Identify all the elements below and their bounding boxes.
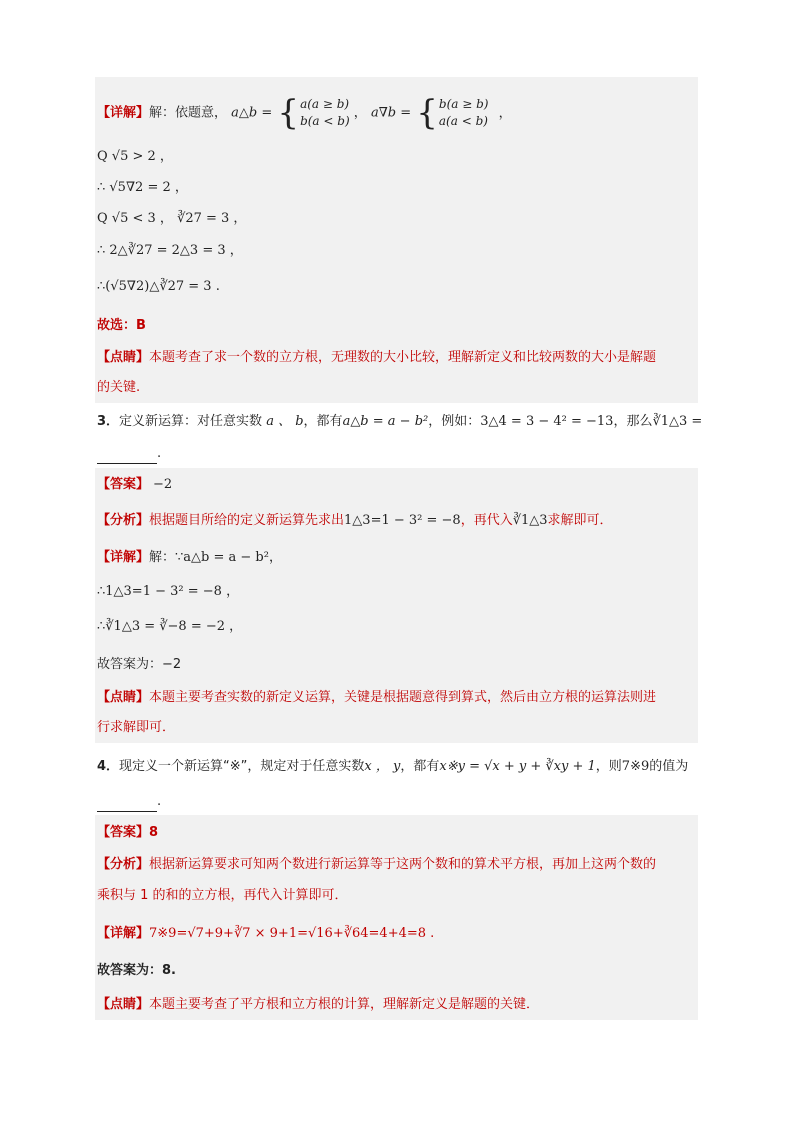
- q2-detail-line: [97, 93, 512, 133]
- answer-tag: 【答案】: [97, 825, 150, 840]
- q4-vars: x ， y: [364, 759, 401, 774]
- detail-tag: 【详解】: [97, 550, 150, 565]
- q3-definition: a△b = a − b²: [342, 414, 429, 429]
- q4-number: 4．: [97, 759, 120, 774]
- q4-text-d: 的值为: [649, 759, 689, 774]
- q4-answer-line: [97, 823, 158, 843]
- q3-answer: −2: [153, 477, 173, 492]
- q3-comment-line1: [97, 688, 656, 708]
- q4-answer: 8: [149, 825, 159, 840]
- q4-question-line: [97, 757, 688, 777]
- q3-text-b: ，都有: [303, 414, 343, 429]
- q4-detail-calc: 7※9=√7+9+∛7 × 9+1=√16+∛64=4+4=8 .: [149, 926, 435, 941]
- q3-example: 3△4 = 3 − 4² = −13: [480, 414, 614, 429]
- q3-vars: a 、 b: [266, 414, 304, 429]
- def-triangle-lhs: a△b =: [231, 105, 273, 121]
- analysis-tag: 【分析】: [97, 513, 150, 528]
- def-triangle-case1: a(a ≥ b): [300, 97, 350, 111]
- analysis-text-b: ，再代入: [460, 513, 513, 528]
- comma: ，: [353, 105, 367, 121]
- q3-ask: ∛1△3 =: [652, 414, 703, 429]
- q2-comment-line1: [97, 348, 656, 368]
- def-nabla-cases: { b(a ≥ b) a(a < b): [416, 93, 489, 133]
- comma: ，: [498, 105, 512, 121]
- q2-step-4: ∴ 2△∛27 = 2△3 = 3 ，: [97, 243, 243, 258]
- q2-choice: 故选：B: [97, 318, 146, 333]
- q3-detail-step2: ∴∛1△3 = ∛−8 = −2 ，: [97, 619, 243, 634]
- q3-number: 3．: [97, 414, 120, 429]
- comment-tag: 【点睛】: [97, 997, 150, 1012]
- q3-final-answer: 故答案为：−2: [97, 657, 182, 672]
- q3-text-d: ，那么: [613, 414, 653, 429]
- def-triangle-case2: b(a < b): [300, 114, 350, 128]
- solution-block-q4: [95, 815, 698, 1020]
- comment-tag: 【点睛】: [97, 350, 150, 365]
- q3-comment-line2: 行求解即可．: [97, 720, 176, 735]
- analysis-text-a: 根据题目所给的定义新运算先求出: [149, 513, 345, 528]
- def-nabla-lhs: a∇b =: [370, 105, 412, 121]
- q4-analysis-line1: [97, 855, 656, 875]
- q4-final-answer: 故答案为：8.: [97, 963, 176, 978]
- q4-analysis-line2: 乘积与 1 的和的立方根，再代入计算即可．: [97, 888, 348, 903]
- q3-detail-step1: ∴1△3=1 − 3² = −8 ，: [97, 584, 240, 599]
- analysis-calc: 1△3=1 − 3² = −8: [344, 513, 461, 528]
- q4-text-c: ，则: [595, 759, 622, 774]
- q2-step-5: ∴(√5∇2)△∛27 = 3 .: [97, 279, 220, 294]
- def-triangle-cases: { a(a ≥ b) b(a < b): [277, 93, 350, 133]
- detail-text: 解：: [149, 550, 176, 565]
- analysis-text: 根据新运算要求可知两个数进行新运算等于这两个数和的算术平方根，再加上这两个数的: [149, 857, 657, 872]
- q4-detail-line: [97, 924, 434, 944]
- q3-detail-def: ∵a△b = a − b²，: [175, 550, 282, 565]
- detail-tag: 【详解】: [97, 105, 150, 121]
- q3-text-a: 定义新运算：对任意实数: [119, 414, 263, 429]
- analysis-root: ∛1△3: [512, 513, 548, 528]
- comment-text: 本题主要考查实数的新定义运算，关键是根据题意得到算式，然后由立方根的运算法则进: [149, 690, 657, 705]
- q3-question-line: [97, 412, 702, 432]
- q4-definition: x※y = √x + y + ∛xy + 1: [439, 759, 596, 774]
- q2-step-2: ∴ √5∇2 = 2 ，: [97, 180, 188, 195]
- q4-text-b: ，都有: [400, 759, 440, 774]
- q4-comment-line1: [97, 995, 539, 1015]
- q3-text-c: ，例如：: [428, 414, 481, 429]
- detail-text: 解：依题意，: [149, 105, 228, 121]
- q3-answer-line: [97, 475, 172, 495]
- q3-end: .: [157, 446, 162, 461]
- answer-blank: [97, 797, 157, 812]
- q2-step-1: Q √5 > 2 ，: [97, 149, 173, 164]
- q4-blank-line: [97, 792, 161, 812]
- analysis-tag: 【分析】: [97, 857, 150, 872]
- comment-tag: 【点睛】: [97, 690, 150, 705]
- q3-detail-line: [97, 548, 282, 568]
- answer-tag: 【答案】: [97, 477, 150, 492]
- q4-text-a: 现定义一个新运算“※”，规定对于任意实数: [119, 759, 365, 774]
- analysis-text-c: 求解即可．: [547, 513, 613, 528]
- def-nabla-case2: a(a < b): [438, 114, 488, 128]
- answer-blank: [97, 449, 157, 464]
- q3-blank-line: [97, 444, 161, 464]
- comment-text: 本题主要考查了平方根和立方根的计算，理解新定义是解题的关键．: [149, 997, 540, 1012]
- detail-tag: 【详解】: [97, 926, 150, 941]
- comment-text: 本题考查了求一个数的立方根，无理数的大小比较，理解新定义和比较两数的大小是解题: [149, 350, 657, 365]
- q2-step-3: Q √5 < 3 ， ∛27 = 3 ，: [97, 211, 247, 226]
- def-nabla-case1: b(a ≥ b): [438, 97, 489, 111]
- q2-comment-line2: 的关键.: [97, 380, 141, 395]
- q4-ask: 7※9: [621, 759, 650, 774]
- q4-end: .: [157, 794, 162, 809]
- q3-analysis-line: [97, 511, 613, 531]
